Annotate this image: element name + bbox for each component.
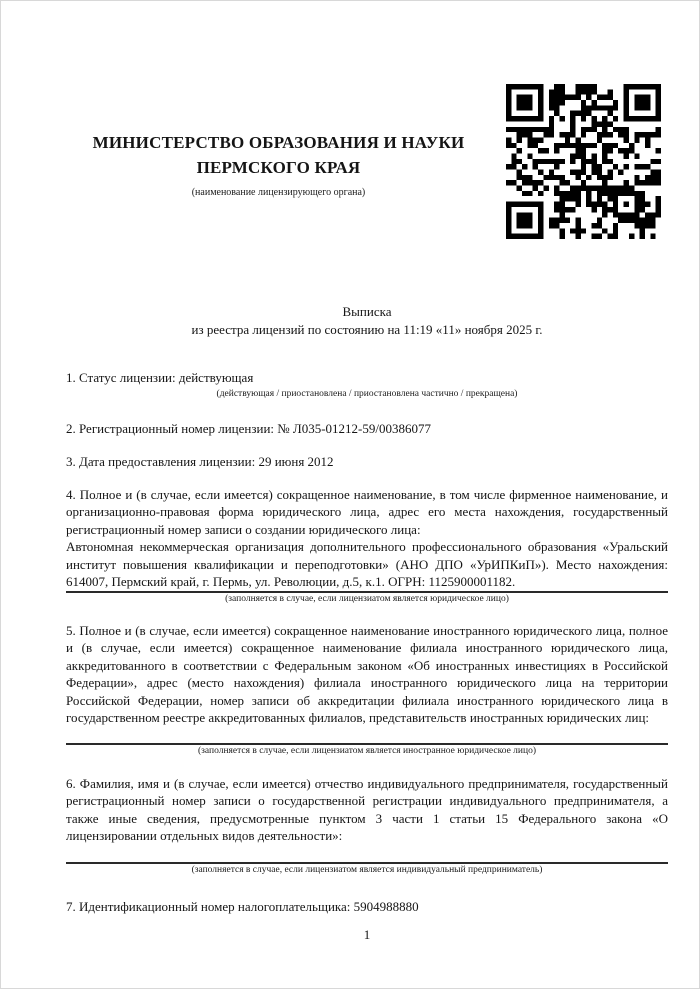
foreign-entity-label: 5. Полное и (в случае, если имеется) сокращенное наименование иностранного юридического лица, полное и (в случае, если имеется) сокращенное наименование филиала иностранного юридического лица, аккредитованного в соответствии с Федеральным законом «Об иностранных инвестициях в Российской Федерации», адрес (место нахождения) филиала иностранного юридического лица на территории Российской Федерации, номер записи об аккредитации филиала иностранного юридического лица в государственном реестре аккредитованных филиалов, представительств иностранных юридических лиц: <box>66 622 668 725</box>
section-foreign-entity <box>66 622 668 758</box>
license-status-caption: (действующая / приостановлена / приостановлена частично / прекращена) <box>216 388 518 399</box>
license-status-text: 1. Статус лицензии: действующая <box>66 370 254 385</box>
document-title-line1: Выписка <box>342 304 392 319</box>
ministry-caption: (наименование лицензирующего органа) <box>191 187 366 198</box>
individual-entrepreneur-label: 6. Фамилия, имя и (в случае, если имеется) отчество индивидуального предпринимателя, государственный регистрационный номер записи о государственной регистрации индивидуального предпринимателя, а также иные сведения, предусмотренные пунктом 3 части 1 статьи 15 Федерального закона «О лицензировании отдельных видов деятельности»: <box>66 775 668 843</box>
foreign-entity-caption: (заполняется в случае, если лицензиатом является иностранное юридическое лицо) <box>198 745 536 756</box>
qr-code-image <box>506 84 661 239</box>
document-title-line2: из реестра лицензий по состоянию на 11:19 «11» ноября 2025 г. <box>191 321 543 337</box>
section-legal-entity <box>66 486 668 606</box>
ministry-name-line1: МИНИСТЕРСТВО ОБРАЗОВАНИЯ И НАУКИ <box>92 133 465 152</box>
section-license-status <box>66 369 668 401</box>
legal-entity-value: Автономная некоммерческая организация дополнительного профессионального образования «Уральский институт повышения квалификации и переподготовки» (АНО ДПО «УрИПКиП»). Место нахождения: 614007, Пермский край, г. Пермь, ул. Революции, д.5, к.1. ОГРН: 1125900001182. <box>66 539 668 589</box>
section-grant-date: 3. Дата предоставления лицензии: 29 июня 2012 <box>66 454 334 469</box>
document-body <box>66 303 668 915</box>
section-taxpayer-number: 7. Идентификационный номер налогоплательщика: 5904988880 <box>66 898 419 914</box>
section-registration-number: 2. Регистрационный номер лицензии: № Л035-01212-59/00386077 <box>66 420 432 436</box>
section-individual-entrepreneur <box>66 775 668 877</box>
ministry-name-line2: ПЕРМСКОГО КРАЯ <box>196 158 361 177</box>
individual-entrepreneur-caption: (заполняется в случае, если лицензиатом является индивидуальный предприниматель) <box>191 864 543 875</box>
licensing-authority-header <box>66 130 491 200</box>
qr-code-icon <box>506 84 661 239</box>
legal-entity-label: 4. Полное и (в случае, если имеется) сокращенное наименование, в том числе фирменное наименование, и организационно-правовая форма юридического лица, адрес его места нахождения, государственный регистрационный номер записи о создании юридического лица: <box>66 486 668 537</box>
page-number: 1 <box>363 927 371 942</box>
document-title <box>66 303 668 338</box>
legal-entity-caption: (заполняется в случае, если лицензиатом является юридическое лицо) <box>225 593 509 604</box>
